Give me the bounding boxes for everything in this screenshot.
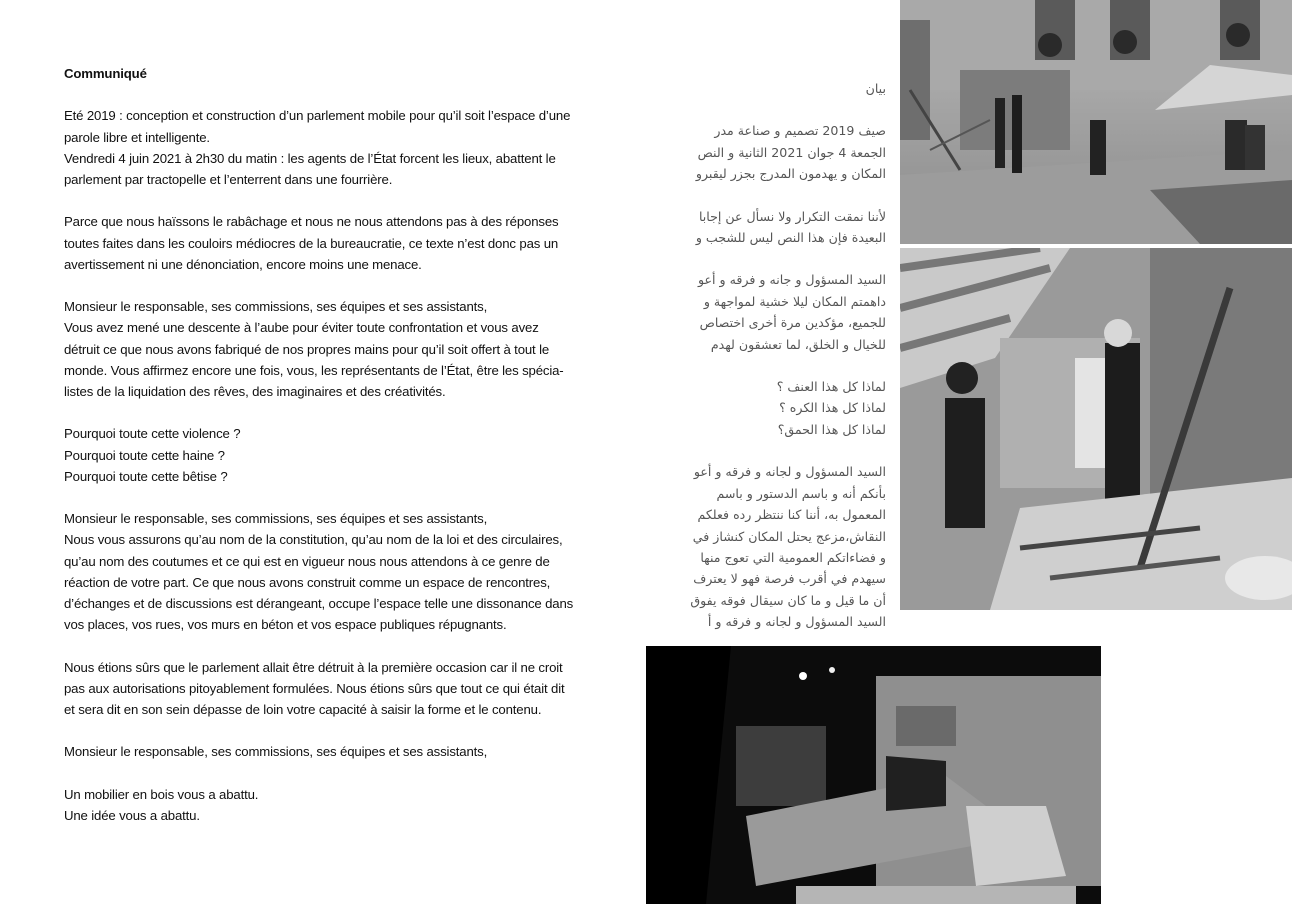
french-paragraph: [64, 657, 564, 721]
arabic-text-line: داهمتم المكان ليلا خشية لمواجهة و: [703, 293, 886, 309]
french-text-line: Pourquoi toute cette haine ?: [64, 447, 225, 463]
arabic-text-line: بأنكم أنه و باسم الدستور و باسم: [716, 485, 886, 501]
french-text-line: Nous vous assurons qu’au nom de la constitution, qu’au nom de la loi et des circulaires,: [64, 532, 563, 548]
arabic-title: [664, 78, 886, 99]
french-paragraph: [64, 741, 564, 762]
french-paragraph: [64, 784, 564, 826]
french-paragraph: [64, 105, 571, 190]
arabic-text-line: المعمول به، أننا كنا ننتظر رده فعلكم: [697, 507, 886, 523]
arabic-text-line: بيان: [865, 81, 886, 96]
arabic-text-line: و فضاءاتكم العمومية التي تعوج منها: [700, 549, 886, 565]
arabic-text-line: للجميع، مؤكدين مرة أخرى اختصاص: [699, 315, 886, 331]
french-text-line: Eté 2019 : conception et construction d’un parlement mobile pour qu’il soit l’espace d’une: [64, 108, 571, 124]
french-text-line: toutes faites dans les couloirs médiocres de la bureaucratie, ce texte n’est donc pas un: [64, 235, 559, 251]
arabic-text-line: سيهدم في أقرب فرصة فهو لا يعترف: [693, 571, 886, 587]
french-text-line: vos places, vos rues, vos murs en béton et vos espace publiques répugnants.: [64, 617, 507, 633]
french-text-line: Pourquoi toute cette violence ?: [64, 426, 241, 442]
french-text-line: Vendredi 4 juin 2021 à 2h30 du matin : les agents de l’État forcent les lieux, abattent le: [64, 150, 556, 166]
french-text-line: et sera dit en son sein dépasse de loin votre capacité à saisir la forme et le contenu.: [64, 702, 542, 717]
french-communique: [64, 63, 574, 847]
arabic-text-line: لماذا كل هذا الحمق؟: [777, 421, 886, 437]
french-text-line: Pourquoi toute cette bêtise ?: [64, 468, 228, 484]
french-text-line: d’échanges et de discussions est dérangeant, occupe l’espace telle une dissonance dans: [64, 596, 574, 611]
french-paragraph: [64, 423, 564, 487]
french-text-line: Monsieur le responsable, ses commissions, ses équipes et ses assistants,: [64, 299, 488, 315]
french-text-line: pas aux autorisations pitoyablement formulées. Nous étions sûrs que tout ce qui était dit: [64, 680, 565, 696]
photo-street-workshop: [900, 0, 1292, 244]
arabic-text-line: البعيدة فإن هذا النص ليس للشجب و: [695, 230, 886, 246]
arabic-text-line: الجمعة 4 جوان 2021 الثانية و النص: [697, 144, 886, 160]
arabic-text-line: النقاش،مزعج يحتل المكان كنشاز في: [692, 528, 886, 544]
photo-construction-site: [900, 248, 1292, 610]
french-text-line: Une idée vous a abattu.: [64, 807, 200, 823]
french-text-line: monde. Vous affirmez encore une fois, vous, les représentants de l’État, être les spécia-: [64, 362, 564, 378]
arabic-text-line: السيد المسؤول و لجانه و فرقه و أ: [707, 614, 886, 630]
french-text-line: Parce que nous haïssons le rabâchage et nous ne nous attendons pas à des réponses: [64, 214, 559, 230]
french-text-line: Vous avez mené une descente à l’aube pour éviter toute confrontation et vous avez: [64, 320, 539, 336]
arabic-text-line: صيف 2019 تصميم و صناعة مدر: [714, 123, 886, 139]
french-paragraph: [64, 296, 564, 402]
french-body: [64, 105, 574, 826]
french-text-line: Un mobilier en bois vous a abattu.: [64, 786, 259, 802]
french-paragraph: [64, 508, 574, 635]
french-paragraph: [64, 211, 564, 275]
arabic-text-line: للخيال و الخلق، لما تعشقون لهدم: [710, 336, 886, 352]
arabic-paragraph: [664, 376, 886, 440]
french-text-line: parlement par tractopelle et l’enterrent dans une fourrière.: [64, 172, 393, 187]
arabic-text-line: لأننا نمقت التكرار ولا نسأل عن إجابا: [698, 208, 886, 224]
arabic-communique: [664, 78, 886, 654]
french-text-line: Monsieur le responsable, ses commissions, ses équipes et ses assistants,: [64, 511, 488, 527]
arabic-paragraph: [664, 269, 886, 355]
french-text-line: listes de la liquidation des rêves, des imaginaires et des créativités.: [64, 384, 446, 399]
french-text-line: qu’au nom des coutumes et ce qui est en vigueur nous nous attendons à ce genre de: [64, 553, 550, 569]
french-text-line: détruit ce que nous avons fabriqué de nos propres mains pour qu’il soit offert à tout le: [64, 341, 550, 357]
arabic-text-line: السيد المسؤول و لجانه و فرقه و أعو: [693, 464, 886, 480]
photo-night-demolition: [646, 646, 1101, 904]
french-text-line: avertissement ni une dénonciation, encore moins une menace.: [64, 256, 422, 272]
arabic-paragraph: [664, 120, 886, 184]
arabic-paragraph: [664, 206, 886, 249]
arabic-paragraph: [664, 461, 886, 632]
french-text-line: réaction de votre part. Ce que nous avons construit comme un espace de rencontres,: [64, 574, 551, 590]
communique-title: Communiqué: [64, 66, 147, 81]
arabic-text-line: المكان و يهدمون المدرج بجزر ليقبرو: [695, 166, 886, 182]
arabic-text-line: لماذا كل هذا الكره ؟: [779, 400, 886, 416]
french-text-line: parole libre et intelligente.: [64, 129, 210, 145]
arabic-text-line: السيد المسؤول و جانه و فرقه و أعو: [698, 272, 886, 288]
french-text-line: Nous étions sûrs que le parlement allait être détruit à la première occasion car il ne croit: [64, 659, 563, 675]
arabic-text-line: لماذا كل هذا العنف ؟: [776, 379, 886, 395]
french-text-line: Monsieur le responsable, ses commissions, ses équipes et ses assistants,: [64, 744, 488, 760]
arabic-text-line: أن ما قيل و ما كان سيقال فوقه يفوق: [690, 592, 886, 608]
